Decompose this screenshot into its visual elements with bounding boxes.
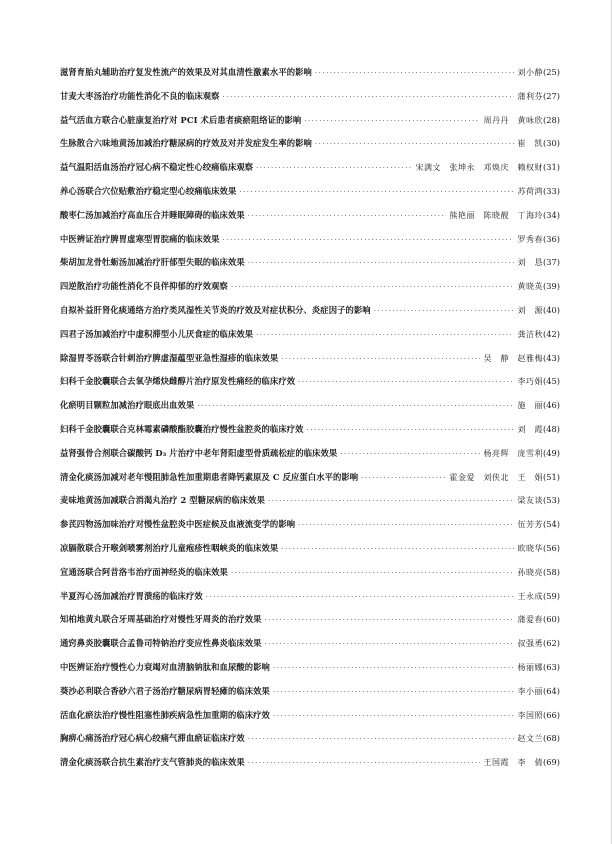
toc-entry-title: 滋肾育胎丸辅助治疗复发性流产的效果及对其血清性激素水平的影响 <box>60 67 312 77</box>
toc-entry[interactable] <box>60 280 560 304</box>
toc-entry-page: (37) <box>542 257 560 268</box>
toc-leader-dots <box>273 712 515 720</box>
toc-leader-dots <box>248 735 515 743</box>
toc-entry-authors: 梁友谈 <box>517 496 543 506</box>
toc-entry-authors: 王国霞 李 倩 <box>483 758 543 768</box>
toc-entry-title: 参芪四物汤加味治疗对慢性盆腔炎中医症候及血液流变学的影响 <box>60 519 296 530</box>
toc-entry-page: (34) <box>542 209 560 220</box>
toc-leader-dots <box>256 164 412 172</box>
toc-entry[interactable] <box>60 566 560 590</box>
toc-leader-dots <box>256 331 514 339</box>
toc-leader-dots <box>268 497 514 505</box>
toc-leader-dots <box>374 307 515 315</box>
toc-entry-title: 养心汤联合穴位贴敷治疗稳定型心绞痛临床效果 <box>60 185 237 196</box>
toc-entry-authors: 吴 静 赵雅梅 <box>483 353 543 363</box>
toc-entry-page: (64) <box>542 685 560 696</box>
toc-entry[interactable] <box>60 685 560 709</box>
toc-entry-title: 葵沙必利联合香砂六君子汤治疗糖尿病胃轻瘫的临床效果 <box>60 685 270 696</box>
toc-entry-title: 生脉散合六味地黄汤加减治疗糖尿病的疗效及对并发症发生率的影响 <box>60 138 312 149</box>
toc-entry-page: (49) <box>542 447 560 458</box>
toc-entry-authors: 杨亮辉 庞雪利 <box>483 448 543 458</box>
toc-leader-dots <box>265 640 515 648</box>
toc-entry[interactable] <box>60 661 560 685</box>
toc-entry[interactable] <box>60 732 560 756</box>
toc-entry-authors: 伍芳芳 <box>517 520 543 530</box>
toc-entry-page: (46) <box>542 400 560 411</box>
toc-entry[interactable] <box>60 161 560 185</box>
toc-entry[interactable] <box>60 542 560 566</box>
toc-entry[interactable] <box>60 209 560 233</box>
toc-entry-page: (53) <box>542 495 560 506</box>
toc-leader-dots <box>340 450 480 458</box>
toc-entry-page: (27) <box>542 90 560 101</box>
toc-entry[interactable] <box>60 233 560 257</box>
toc-entry-page: (68) <box>542 733 560 744</box>
toc-leader-dots <box>298 521 514 529</box>
toc-entry-title: 清金化痰汤联合抗生素治疗支气管肺炎的临床效果 <box>60 757 245 768</box>
toc-leader-dots <box>231 283 515 291</box>
toc-entry-authors: 霍金爱 刘侠北 王 娟 <box>449 472 543 482</box>
toc-entry-title: 自拟补益肝肾化痰通络方治疗类风湿性关节炎的疗效及对症状积分、炎症因子的影响 <box>60 304 371 315</box>
toc-entry-title: 益气温阳活血汤治疗冠心病不稳定性心绞痛临床观察 <box>60 162 254 173</box>
toc-entry[interactable] <box>60 471 560 495</box>
toc-leader-dots <box>361 474 446 482</box>
toc-entry-page: (40) <box>542 304 560 315</box>
toc-entry[interactable] <box>60 66 560 90</box>
toc-entry[interactable] <box>60 613 560 637</box>
toc-entry[interactable] <box>60 256 560 280</box>
toc-entry-page: (66) <box>542 709 560 720</box>
toc-leader-dots <box>307 426 515 434</box>
toc-leader-dots <box>223 236 515 244</box>
toc-leader-dots <box>298 378 514 386</box>
toc-entry-authors: 欧晓华 <box>517 543 543 553</box>
toc-leader-dots <box>273 664 515 672</box>
toc-entry-page: (36) <box>542 233 560 244</box>
toc-entry-page: (59) <box>542 590 560 601</box>
toc-entry-title: 益气活血方联合心脏康复治疗对 PCI 术后患者痰瘀阻络证的影响 <box>60 114 302 125</box>
toc-leader-dots <box>206 593 515 601</box>
toc-leader-dots <box>248 759 481 767</box>
toc-entry-authors: 蒲爱春 <box>517 615 543 625</box>
toc-leader-dots <box>197 402 514 410</box>
toc-leader-dots <box>281 545 514 553</box>
toc-entry-authors: 施 丽 <box>517 401 543 411</box>
toc-entry-authors: 苏荷鸿 <box>517 186 543 196</box>
toc-leader-dots <box>248 212 447 220</box>
toc-entry-page: (30) <box>542 138 560 149</box>
toc-entry-title: 甘麦大枣汤治疗功能性消化不良的临床观察 <box>60 90 220 101</box>
toc-entry-page: (69) <box>542 757 560 768</box>
toc-leader-dots <box>239 188 514 196</box>
toc-leader-dots <box>315 140 515 148</box>
toc-entry-authors: 李小丽 <box>517 686 543 696</box>
toc-leader-dots <box>223 93 515 101</box>
toc-entry[interactable] <box>60 375 560 399</box>
toc-entry-title: 宣通汤联合阿昔洛韦治疗面神经炎的临床效果 <box>60 566 228 577</box>
toc-entry-authors: 李巧娟 <box>517 377 543 387</box>
toc-entry-page: (31) <box>542 162 560 173</box>
toc-entry-page: (54) <box>542 519 560 530</box>
toc-entry[interactable] <box>60 352 560 376</box>
toc-entry-authors: 熊艳丽 陈晓靓 丁海玲 <box>449 210 543 220</box>
toc-leader-dots <box>273 688 515 696</box>
toc-entry-title: 胸痹心痛汤治疗冠心病心绞痛气滞血瘀证临床疗效 <box>60 733 245 744</box>
toc-entry-authors: 刘 霞 <box>517 424 543 434</box>
toc-entry-authors: 刘 源 <box>517 305 543 315</box>
toc-entry-title: 除湿胃苓汤联合针刺治疗脾虚湿蕴型亚急性湿疹的临床效果 <box>60 352 279 363</box>
toc-entry-title: 妇科千金胶囊联合去氧孕烯炔雌醇片治疗原发性痛经的临床疗效 <box>60 376 296 387</box>
toc-entry-title: 知柏地黄丸联合牙周基础治疗对慢性牙周炎的治疗效果 <box>60 614 262 625</box>
toc-entry[interactable] <box>60 399 560 423</box>
toc-entry-page: (39) <box>542 281 560 292</box>
toc-entry-authors: 蒲利芬 <box>517 91 543 101</box>
toc-entry-page: (60) <box>542 614 560 625</box>
toc-entry[interactable] <box>60 423 560 447</box>
toc-entry[interactable] <box>60 637 560 661</box>
toc-entry-authors: 崔 凯 <box>517 139 543 149</box>
toc-entry[interactable] <box>60 709 560 733</box>
toc-leader-dots <box>231 569 515 577</box>
toc-entry-authors: 叔强勇 <box>517 639 543 649</box>
toc-entry-title: 中医辨证治疗脾胃虚寒型胃脘痛的临床效果 <box>60 233 220 244</box>
toc-entry-page: (25) <box>542 67 560 77</box>
toc-entry[interactable] <box>60 590 560 614</box>
toc-entry-title: 中医辨证治疗慢性心力衰竭对血清脑钠肽和血尿酸的影响 <box>60 661 270 672</box>
toc-entry-title: 益肾强骨合剂联合碳酸钙 D₃ 片治疗中老年肾阳虚型骨质疏松症的临床效果 <box>60 447 338 458</box>
toc-leader-dots <box>248 259 515 267</box>
toc-entry[interactable] <box>60 114 560 138</box>
toc-entry-page: (58) <box>542 566 560 577</box>
toc-entry[interactable] <box>60 447 560 471</box>
toc-leader-dots <box>281 355 480 363</box>
toc-entry[interactable] <box>60 518 560 542</box>
toc-entry[interactable] <box>60 304 560 328</box>
toc-entry-title: 凉膈散联合开喉剑喷雾剂治疗儿童疱疹性咽峡炎的临床效果 <box>60 542 279 553</box>
toc-entry-title: 四逆散治疗功能性消化不良伴抑郁的疗效观察 <box>60 281 228 292</box>
toc-entry[interactable] <box>60 185 560 209</box>
toc-entry-page: (62) <box>542 638 560 649</box>
toc-entry-authors: 周丹丹 黄咏欣 <box>483 115 543 125</box>
toc-entry-page: (43) <box>542 352 560 363</box>
toc-entry-page: (42) <box>542 328 560 339</box>
toc-entry[interactable] <box>60 494 560 518</box>
toc-entry[interactable] <box>60 756 560 780</box>
toc-entry-authors: 刘小静 <box>517 68 543 77</box>
toc-leader-dots <box>304 117 480 125</box>
toc-entry-title: 活血化瘀法治疗慢性阻塞性肺疾病急性加重期的临床疗效 <box>60 709 270 720</box>
toc-entry-title: 妇科千金胶囊联合克林霉素磷酸酯胶囊治疗慢性盆腔炎的临床疗效 <box>60 423 304 434</box>
toc-leader-dots <box>315 69 515 77</box>
toc-entry-page: (56) <box>542 542 560 553</box>
toc-entry-title: 半夏泻心汤加减治疗胃溃疡的临床疗效 <box>60 590 203 601</box>
toc-entry-page: (48) <box>542 423 560 434</box>
toc-entry[interactable] <box>60 90 560 114</box>
toc-entry-page: (63) <box>542 661 560 672</box>
toc-entry-page: (45) <box>542 376 560 387</box>
toc-entry-title: 四君子汤加减治疗中虚积滞型小儿厌食症的临床效果 <box>60 328 254 339</box>
toc-entry[interactable] <box>60 328 560 352</box>
toc-entry-title: 化瘀明目颗粒加减治疗眼底出血效果 <box>60 400 195 411</box>
toc-entry-authors: 罗秀春 <box>517 234 543 244</box>
toc-entry-title: 酸枣仁汤加减治疗高血压合并睡眠障碍的临床效果 <box>60 209 245 220</box>
toc-entry-authors: 李国照 <box>517 710 543 720</box>
toc-entry-authors: 孙晓亮 <box>517 567 543 577</box>
toc-entry-title: 清金化痰汤加减对老年慢阻肺急性加重期患者降钙素原及 C 反应蛋白水平的影响 <box>60 471 359 482</box>
toc-entry-authors: 杨丽娜 <box>517 662 543 672</box>
toc-entry-authors: 宋满文 张坤永 邓焕庆 赖权财 <box>415 163 543 173</box>
toc-entry-page: (51) <box>542 471 560 482</box>
toc-leader-dots <box>265 616 515 624</box>
toc-entry-title: 麦味地黄汤加减联合消渴丸治疗 2 型糖尿病的临床效果 <box>60 495 265 506</box>
toc-entry-page: (28) <box>542 114 560 125</box>
toc-entry-authors: 赵文兰 <box>517 734 543 744</box>
toc-entry-title: 柴胡加龙骨牡蛎汤加减治疗肝郁型失眠的临床效果 <box>60 257 245 268</box>
toc-entry-authors: 王永成 <box>517 591 543 601</box>
toc-entry-authors: 龚洁秋 <box>517 329 543 339</box>
toc-entry-authors: 刘 恳 <box>517 258 543 268</box>
toc-entry-title: 通窍鼻炎胶囊联合孟鲁司特钠治疗变应性鼻炎临床效果 <box>60 638 262 649</box>
toc-entry[interactable] <box>60 137 560 161</box>
toc-entry-page: (33) <box>542 185 560 196</box>
toc-entry-authors: 黄晓英 <box>517 282 543 292</box>
table-of-contents <box>60 66 560 780</box>
